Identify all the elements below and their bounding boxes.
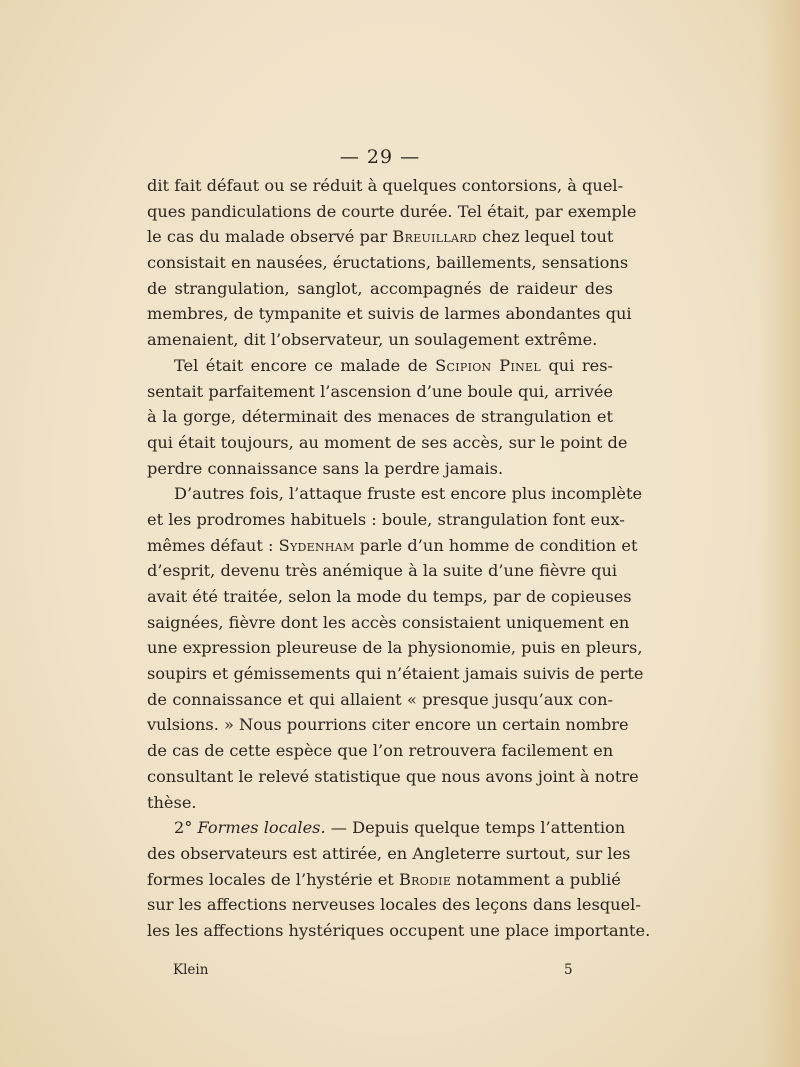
text-run: consultant le relevé statistique que nous avons joint à notre xyxy=(147,766,639,786)
text-run: amenaient, dit l’observateur, un soulagement extrême. xyxy=(147,330,598,350)
text-run: de connaissance et qui allaient « presque jusqu’aux con- xyxy=(147,689,613,709)
text-line xyxy=(147,815,626,841)
text-run: consistait en nausées, éructations, baillements, sensations xyxy=(147,253,629,273)
text-run: de strangulation, sanglot, accompagnés de raideur des xyxy=(147,278,613,298)
signature-mark-right: 5 xyxy=(564,962,573,978)
text-line xyxy=(147,301,632,327)
text-line xyxy=(147,738,613,764)
text-line xyxy=(147,867,621,893)
text-line xyxy=(147,430,628,456)
text-run: thèse. xyxy=(147,792,197,812)
text-line xyxy=(147,507,625,533)
text-line xyxy=(147,892,641,918)
text-line xyxy=(147,250,629,276)
page-edge-shading xyxy=(760,0,800,1067)
author-name: Scipion Pinel xyxy=(435,355,541,375)
text-line xyxy=(147,687,613,713)
text-run: des observateurs est attirée, en Angleterre surtout, sur les xyxy=(147,843,631,863)
text-line xyxy=(147,456,613,482)
text-line xyxy=(147,379,613,405)
text-line xyxy=(147,353,613,379)
text-line xyxy=(147,712,629,738)
text-run: dit fait défaut ou se réduit à quelques contorsions, à quel- xyxy=(147,176,624,195)
text-line xyxy=(147,764,639,790)
signature-mark-left: Klein xyxy=(173,962,209,978)
text-run: qui était toujours, au moment de ses accès, sur le point de xyxy=(147,432,628,452)
text-run: membres, de tympanite et suivis de larmes abondantes qui xyxy=(147,304,632,324)
text-line xyxy=(147,276,613,302)
text-run: perdre connaissance sans la perdre jamais. xyxy=(147,458,504,478)
text-run: ques pandiculations de courte durée. Tel était, par exemple xyxy=(147,201,637,221)
text-run: vulsions. » Nous pourrions citer encore un certain nombre xyxy=(147,715,629,735)
text-run: de cas de cette espèce que l’on retrouvera facilement en xyxy=(147,741,614,761)
text-run: soupirs et gémissements qui n’étaient jamais suivis de perte xyxy=(147,664,644,684)
text-run: D’autres fois, l’attaque fruste est encore plus incomplète xyxy=(174,484,643,504)
body-text xyxy=(147,173,651,944)
text-line xyxy=(147,199,637,225)
text-run: — Depuis quelque temps l’attention xyxy=(325,818,626,838)
text-run: saignées, fièvre dont les accès consistaient uniquement en xyxy=(147,612,630,632)
text-run: parle d’un homme de condition et xyxy=(354,535,638,555)
text-line xyxy=(147,610,630,636)
text-run: 2° xyxy=(174,818,198,838)
text-line xyxy=(147,404,613,430)
text-run: le cas du malade observé par xyxy=(147,227,393,247)
author-name: Brodie xyxy=(398,869,452,889)
text-run: d’esprit, devenu très anémique à la suite d’une fièvre qui xyxy=(147,561,618,581)
text-run: avait été traitée, selon la mode du temps, par de copieuses xyxy=(147,587,632,606)
text-line xyxy=(147,558,618,584)
text-line xyxy=(147,533,638,559)
text-run: Tel était encore ce malade de xyxy=(174,355,436,375)
text-line xyxy=(147,635,643,661)
text-run: chez lequel tout xyxy=(476,227,614,247)
text-line xyxy=(147,173,624,199)
text-run: mêmes défaut : xyxy=(147,535,279,555)
author-name: Sydenham xyxy=(278,535,355,555)
text-run: une expression pleureuse de la physionomie, puis en pleurs, xyxy=(147,638,643,658)
text-line xyxy=(147,224,613,250)
text-run: à la gorge, déterminait des menaces de strangulation et xyxy=(147,407,613,427)
text-line xyxy=(147,661,644,687)
text-run: et les prodromes habituels : boule, strangulation font eux- xyxy=(147,509,625,529)
text-line xyxy=(147,841,631,867)
text-line xyxy=(147,918,651,944)
text-line xyxy=(147,790,613,816)
section-heading: Formes locales. xyxy=(197,818,326,838)
author-name: Breuillard xyxy=(392,227,477,247)
page-number: — 29 — xyxy=(339,146,421,168)
text-run: sentait parfaitement l’ascension d’une boule qui, arrivée xyxy=(147,381,613,401)
text-run: notamment a publié xyxy=(451,869,621,889)
text-line xyxy=(147,481,643,507)
text-run: sur les affections nerveuses locales des leçons dans lesquel- xyxy=(147,895,641,915)
text-line xyxy=(147,327,613,353)
text-run: qui res- xyxy=(540,355,613,375)
text-run: les les affections hystériques occupent une place importante. xyxy=(147,920,651,940)
text-run: formes locales de l’hystérie et xyxy=(147,869,399,889)
text-line xyxy=(147,584,632,610)
